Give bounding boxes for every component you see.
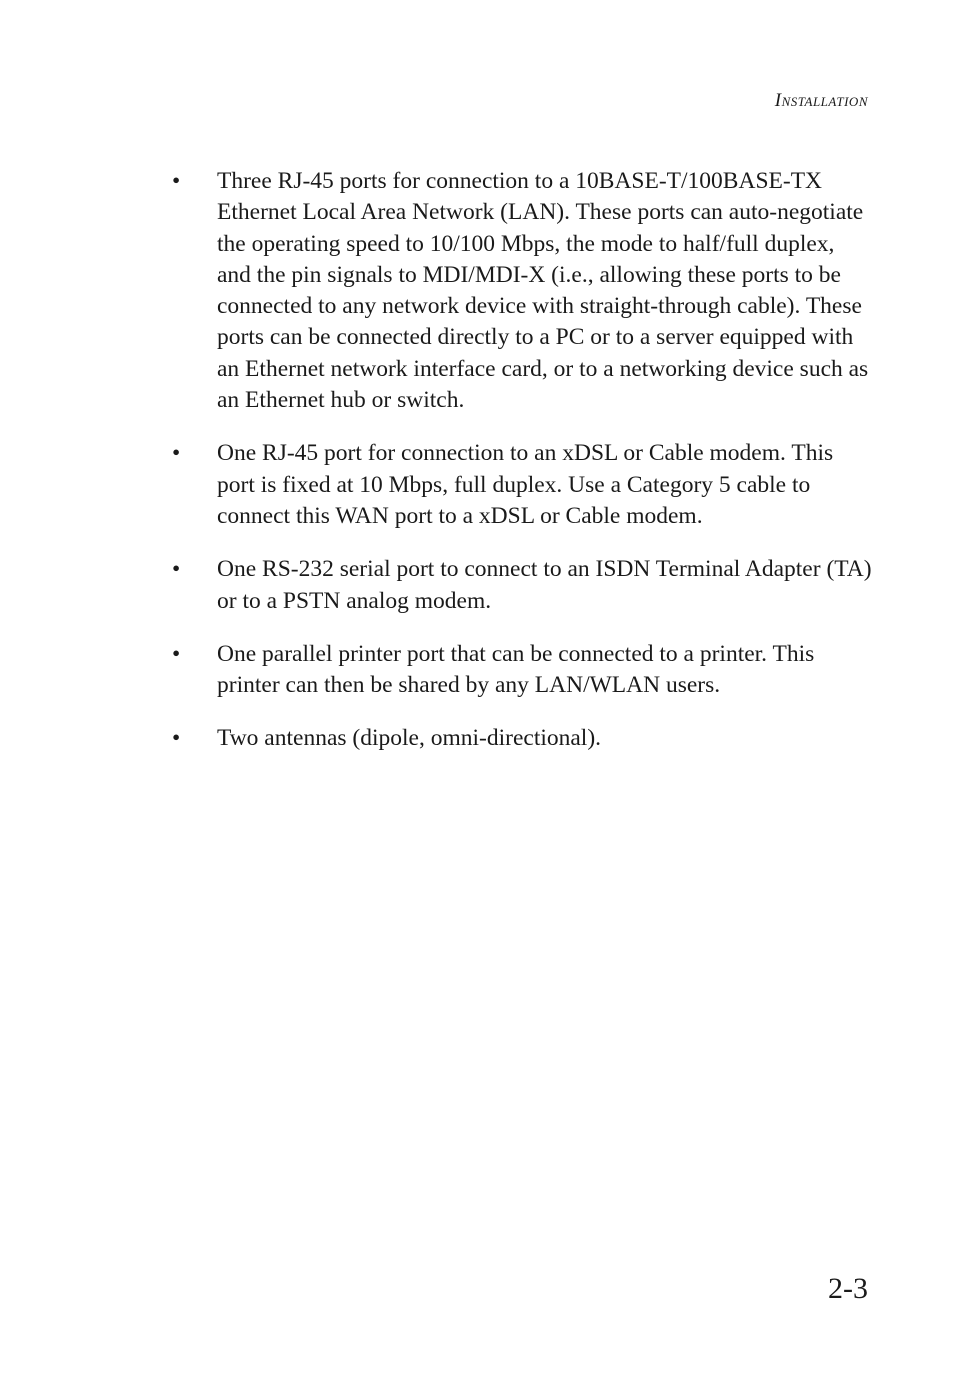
feature-list <box>172 166 872 777</box>
list-item-text: Three RJ-45 ports for connection to a 10BASE-T/100BASE-TX Ethernet Local Area Network (LAN). These ports can auto-negotiate the operating speed to 10/100 Mbps, the mode to half/full duplex, and the pin signals to MDI/MDI-X (i.e., allowing these ports to be connected to any network device with straight-through cable). These ports can be connected directly to a PC or to a server equipped with an Ethernet network interface card, or to a networking device such as an Ethernet hub or switch. <box>217 168 869 414</box>
list-item <box>172 166 872 416</box>
running-header: Installation <box>774 90 868 111</box>
bullet-icon: • <box>172 725 181 752</box>
list-item-text: One parallel printer port that can be connected to a printer. This printer can then be shared by any LAN/WLAN users. <box>217 640 815 699</box>
bullet-icon: • <box>172 640 181 667</box>
page-number: 2-3 <box>828 1272 868 1305</box>
list-item <box>172 723 872 754</box>
bullet-icon: • <box>172 168 181 194</box>
list-item <box>172 554 872 617</box>
bullet-icon: • <box>172 556 181 583</box>
list-item <box>172 438 872 532</box>
list-item-text: One RS-232 serial port to connect to an ISDN Terminal Adapter (TA) or to a PSTN analog modem. <box>217 556 872 614</box>
list-item-text: Two antennas (dipole, omni-directional). <box>217 725 602 752</box>
list-item-text: One RJ-45 port for connection to an xDSL or Cable modem. This port is fixed at 10 Mbps, full duplex. Use a Category 5 cable to connect this WAN port to a xDSL or Cable modem. <box>217 440 834 529</box>
bullet-icon: • <box>172 440 181 467</box>
list-item <box>172 639 872 702</box>
